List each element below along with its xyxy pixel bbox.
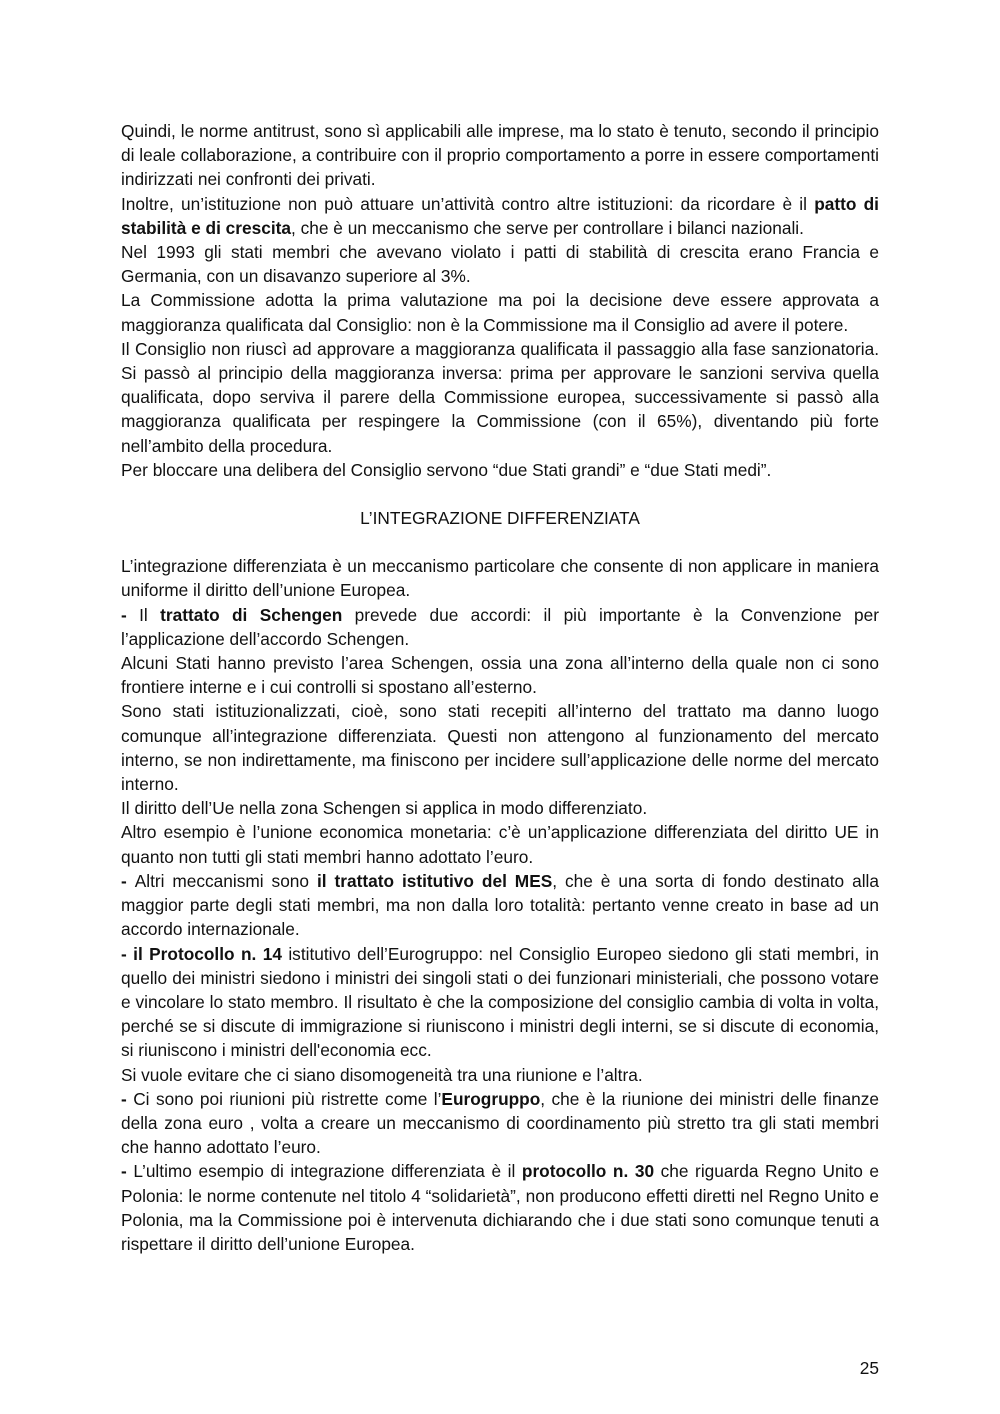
text-run: L’ultimo esempio di integrazione differenziata è il xyxy=(133,1161,522,1182)
bold-text: - xyxy=(121,604,140,625)
bold-text: - xyxy=(121,870,135,891)
text-run: Altro esempio è l’unione economica monetaria: c’è un’applicazione differenziata del diritto UE in quanto non tutti gli stati membri hanno adottato l’euro. xyxy=(121,822,879,867)
text-run: Altri meccanismi sono xyxy=(134,870,317,891)
text-run: prevede due accordi: il più importante è la Convenzione per l’applicazione dell’accordo Schengen. xyxy=(121,604,879,649)
paragraph xyxy=(121,651,879,699)
text-run: Quindi, le norme antitrust, sono sì applicabili alle imprese, ma lo stato è tenuto, secondo il principio di leale collaborazione, a contribuire con il proprio comportamento a porre in essere comportamenti indirizzati nei confronti dei privati. xyxy=(121,121,879,190)
bold-text: - il Protocollo n. 14 xyxy=(121,943,282,964)
section-heading: L’INTEGRAZIONE DIFFERENZIATA xyxy=(360,508,640,529)
bold-text: trattato di Schengen xyxy=(160,604,343,625)
text-run: L’integrazione differenziata è un meccanismo particolare che consente di non applicare in maniera uniforme il diritto dell’unione Europea. xyxy=(121,556,879,601)
text-run: Inoltre, un’istituzione non può attuare un’attività contro altre istituzioni: da ricordare è il xyxy=(121,193,815,214)
bold-text: - xyxy=(121,1161,134,1182)
text-run: Il xyxy=(139,604,161,625)
bold-text: - xyxy=(121,1088,134,1109)
body-text-bottom xyxy=(121,554,879,1256)
text-run: Alcuni Stati hanno previsto l’area Schengen, ossia una zona all’interno della quale non ci sono frontiere interne e i cui controlli si spostano all’esterno. xyxy=(121,653,879,698)
page-number: 25 xyxy=(859,1358,879,1378)
text-run: , che è la riunione dei ministri delle finanze della zona euro , volta a creare un meccanismo di coordinamento più stretto tra gli stati membri che hanno adottato l’euro. xyxy=(121,1088,879,1158)
paragraph xyxy=(121,1063,879,1087)
paragraph xyxy=(121,1087,879,1160)
paragraph xyxy=(121,288,879,336)
paragraph xyxy=(121,192,879,240)
bold-text: il trattato istitutivo del MES xyxy=(316,870,553,891)
paragraph xyxy=(121,869,879,942)
text-run: Sono stati istituzionalizzati, cioè, sono stati recepiti all’interno del trattato ma danno luogo comunque all’integrazione differenziata. Questi non attengono al funzionamento del mercato interno, se non indirettamente, ma finiscono per incidere sull’applicazione delle norme del mercato interno. xyxy=(121,701,879,795)
bold-text: Eurogruppo xyxy=(441,1088,541,1109)
paragraph xyxy=(121,603,879,651)
paragraph xyxy=(121,820,879,868)
paragraph xyxy=(121,337,879,458)
text-run: che riguarda Regno Unito e Polonia: le norme contenute nel titolo 4 “solidarietà”, non producono effetti diretti nel Regno Unito e Polonia, ma la Commissione poi è intervenuta dichiarando che i due stati sono comunque tenuti a rispettare il diritto dell’unione Europea. xyxy=(121,1161,880,1254)
text-run: Per bloccare una delibera del Consiglio servono “due Stati grandi” e “due Stati medi”. xyxy=(121,459,772,480)
text-run: Si vuole evitare che ci siano disomogeneità tra una riunione e l’altra. xyxy=(121,1064,643,1085)
text-run: Ci sono poi riunioni più ristrette come l’ xyxy=(133,1088,442,1109)
paragraph xyxy=(121,119,879,192)
text-run: La Commissione adotta la prima valutazione ma poi la decisione deve essere approvata a maggioranza qualificata dal Consiglio: non è la Commissione ma il Consiglio ad avere il potere. xyxy=(121,290,879,335)
paragraph xyxy=(121,240,879,288)
text-run: Il Consiglio non riuscì ad approvare a maggioranza qualificata il passaggio alla fase sanzionatoria. Si passò al principio della maggioranza inversa: prima per approvare le sanzioni serviva quella qualificata, dopo serviva il parere della Commissione europea, successivamente si passò alla maggioranza qualificata per respingere la Commissione (con il 65%), diventando più forte nell’ambito della procedura. xyxy=(121,338,879,456)
text-run: , che è un meccanismo che serve per controllare i bilanci nazionali. xyxy=(291,217,804,238)
bold-text: protocollo n. 30 xyxy=(521,1161,655,1182)
paragraph xyxy=(121,554,879,602)
text-run: , che è una sorta di fondo destinato alla maggior parte degli stati membri, ma non dalla loro totalità: pertanto venne creato in base ad un accordo internazionale. xyxy=(121,870,880,940)
text-run: Nel 1993 gli stati membri che avevano violato i patti di stabilità di crescita erano Francia e Germania, con un disavanzo superiore al 3%. xyxy=(121,242,879,287)
document-page xyxy=(121,119,879,1256)
paragraph xyxy=(121,796,879,820)
bold-text: patto di stabilità e di crescita xyxy=(121,193,879,238)
paragraph xyxy=(121,458,879,482)
paragraph xyxy=(121,1159,879,1256)
body-text-top xyxy=(121,119,879,482)
text-run: istitutivo dell’Eurogruppo: nel Consiglio Europeo siedono gli stati membri, in quello dei ministri siedono i ministri dei singoli stati o dei funzionari ministeriali, che possono votare e vincolare lo stato membro. Il risultato è che la composizione del consiglio cambia di volta in volta, perché se si discute di immigrazione si riuniscono i ministri degli interni, se si discute di economia, si riuniscono i ministri dell'economia ecc. xyxy=(121,943,879,1061)
paragraph xyxy=(121,699,879,796)
paragraph xyxy=(121,942,879,1063)
text-run: Il diritto dell’Ue nella zona Schengen si applica in modo differenziato. xyxy=(121,798,648,819)
